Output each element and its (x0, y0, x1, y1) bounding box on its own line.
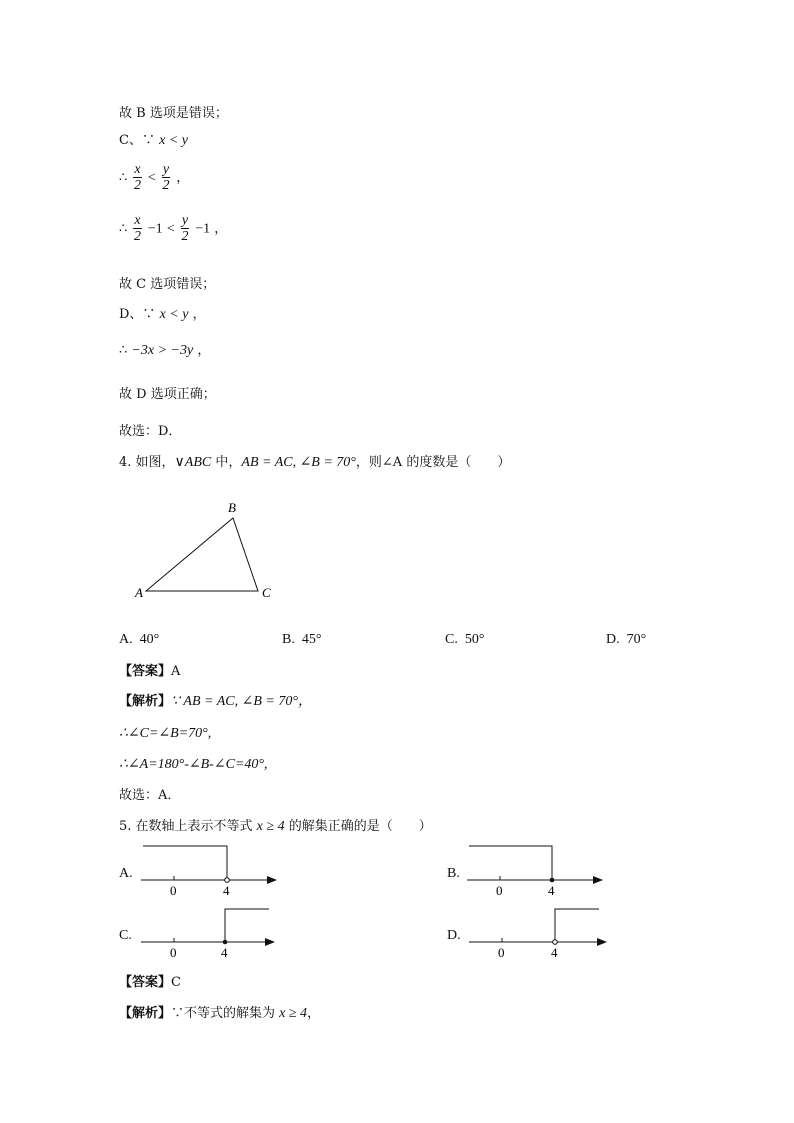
fraction-x-over-2 (133, 214, 141, 244)
analysis-prefix: ∵不等式的解集为 (171, 1006, 280, 1021)
q4-condition: AB = AC, ∠B = 70° (241, 455, 356, 470)
comma: ， (192, 307, 206, 322)
tick-label-4: 4 (551, 945, 558, 960)
less-than-sign: < (147, 170, 156, 186)
option-label: A. (119, 632, 133, 647)
option-label: B. (447, 866, 460, 881)
q5-stem (119, 819, 432, 835)
answer-value: A (171, 664, 181, 679)
option-value: 70° (626, 632, 647, 647)
q5-answer (119, 975, 181, 991)
number-line-d (447, 904, 617, 962)
number-line-b (447, 842, 617, 900)
option-c-premise-line (119, 133, 188, 149)
number-line-c (119, 904, 289, 962)
solid-point (223, 940, 228, 945)
fraction-y-over-2 (181, 214, 189, 244)
q4-option-b[interactable] (282, 632, 321, 648)
option-d-step (119, 343, 210, 359)
comma: ， (197, 343, 211, 358)
vertex-label-c: C (262, 585, 271, 600)
analysis-inequality: x ≥ 4 (279, 1006, 308, 1021)
fraction-x-over-2 (133, 163, 141, 193)
arrow-head-icon (267, 876, 277, 884)
vertex-label-b: B (228, 500, 236, 515)
q5-option-b[interactable] (447, 842, 617, 900)
q5-stem-suffix: 的解集正确的是（ ） (284, 819, 432, 834)
answer-tag: 【答案】 (119, 664, 172, 679)
q4-option-a[interactable] (119, 632, 159, 648)
answer-tag: 【答案】 (119, 975, 172, 990)
vertex-label-a: A (135, 585, 143, 600)
fraction-denominator: 2 (134, 229, 142, 244)
option-d-premise-line (119, 307, 206, 323)
solution-ray (143, 846, 227, 880)
triangle-abc (146, 518, 258, 591)
fraction-numerator: y (162, 162, 170, 177)
less-than-sign: < (166, 221, 175, 237)
arrow-head-icon (597, 938, 607, 946)
q5-option-c[interactable] (119, 904, 289, 962)
option-b-conclusion: 故 B 选项是错误； (119, 106, 228, 121)
q4-option-c[interactable] (445, 632, 484, 648)
fraction-numerator: y (181, 213, 189, 228)
option-label: B. (282, 632, 295, 647)
tick-label-4: 4 (221, 945, 228, 960)
option-c-conclusion: 故 C 选项错误； (119, 277, 216, 292)
option-d-premise: x < y (159, 307, 189, 322)
triangle-figure (128, 496, 288, 606)
option-value: 40° (139, 632, 160, 647)
q4-stem (119, 455, 510, 471)
therefore-symbol: ∴ (119, 170, 128, 186)
option-d-label: D、∵ (119, 307, 156, 322)
solution-ray (225, 909, 269, 942)
option-c-premise: x < y (159, 133, 188, 148)
fraction-y-over-2 (162, 163, 170, 193)
q4-answer (119, 664, 180, 680)
solution-ray (555, 909, 599, 942)
arrow-head-icon (265, 938, 275, 946)
option-d-conclusion: 故 D 选项正确； (119, 387, 216, 402)
comma: ， (214, 221, 228, 237)
option-value: 45° (301, 632, 322, 647)
q5-stem-prefix: 5. 在数轴上表示不等式 (119, 819, 257, 834)
q4-stem-suffix: ，则∠A 的度数是（ ） (355, 455, 511, 470)
analysis-text: ∵ AB = AC, ∠B = 70°， (171, 694, 312, 709)
fraction-denominator: 2 (162, 178, 170, 193)
option-label: D. (447, 928, 461, 943)
q5-option-d[interactable] (447, 904, 617, 962)
solid-point (550, 878, 555, 883)
q4-option-d[interactable] (606, 632, 646, 648)
fraction-denominator: 2 (134, 178, 142, 193)
therefore-symbol: ∴ (119, 221, 128, 237)
option-c-step-2 (119, 214, 227, 244)
q5-analysis-1 (119, 1006, 320, 1022)
option-label: C. (445, 632, 458, 647)
solution-ray (469, 846, 552, 880)
minus-one: −1 (147, 221, 163, 237)
tick-label-4: 4 (223, 883, 230, 898)
comma: ， (176, 170, 190, 186)
hollow-point (553, 940, 558, 945)
q4-analysis-2: ∴∠C=∠B=70°, (119, 726, 212, 741)
fraction-numerator: x (134, 162, 141, 177)
option-c-label: C、∵ (119, 133, 155, 148)
arrow-head-icon (593, 876, 603, 884)
option-label: D. (606, 632, 620, 647)
q3-selection: 故选：D． (119, 424, 182, 439)
q4-stem-mid: 中， (211, 455, 242, 470)
answer-value: C (171, 975, 181, 990)
q4-analysis-3: ∴∠A=180°-∠B-∠C=40°, (119, 757, 268, 772)
fraction-numerator: x (134, 213, 141, 228)
option-value: 50° (464, 632, 485, 647)
option-c-step-1 (119, 163, 189, 193)
tick-label-4: 4 (548, 883, 555, 898)
q5-inequality: x ≥ 4 (256, 819, 285, 834)
number-line-a (119, 842, 289, 900)
analysis-tag: 【解析】 (119, 1006, 172, 1021)
minus-one: −1 (195, 221, 211, 237)
q5-option-a[interactable] (119, 842, 289, 900)
hollow-point (225, 878, 230, 883)
therefore-symbol: ∴ (119, 343, 128, 358)
fraction-denominator: 2 (181, 229, 189, 244)
tick-label-0: 0 (170, 883, 177, 898)
tick-label-0: 0 (496, 883, 503, 898)
analysis-tag: 【解析】 (119, 694, 172, 709)
analysis-suffix: ， (307, 1006, 321, 1021)
option-label: C. (119, 928, 132, 943)
q4-analysis-1 (119, 694, 312, 710)
option-label: A. (119, 866, 133, 881)
q4-stem-prefix: 4. 如图， (119, 455, 175, 470)
q4-selection: 故选：A． (119, 788, 181, 803)
option-d-inequality: −3x > −3y (131, 343, 194, 358)
q4-triangle-name: ∨ABC (174, 455, 212, 470)
tick-label-0: 0 (498, 945, 505, 960)
tick-label-0: 0 (170, 945, 177, 960)
